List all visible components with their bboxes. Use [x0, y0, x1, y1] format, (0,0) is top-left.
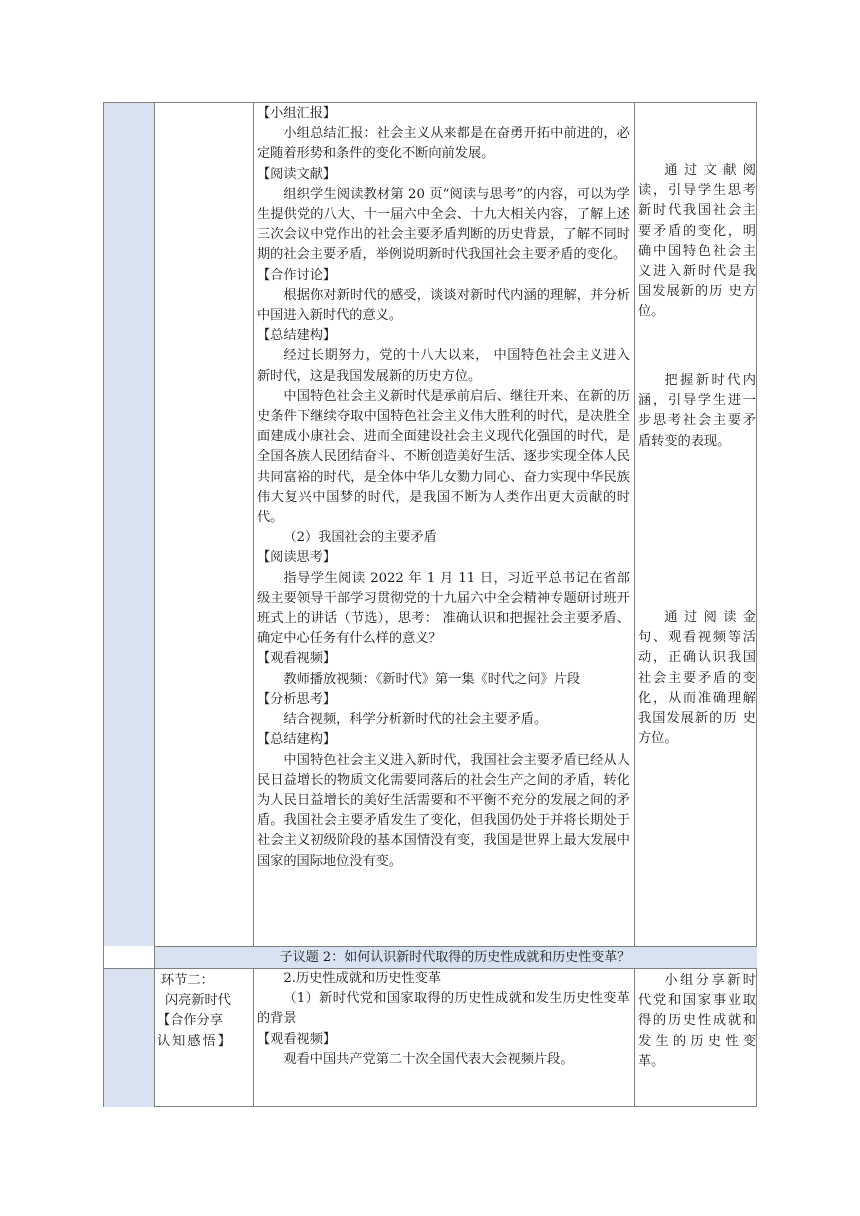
shaded-left-column-bottom: [104, 969, 154, 1107]
stage-line-1: 环节二：: [161, 973, 214, 988]
design-intent-note-3: [638, 608, 756, 749]
activity-content-2: [257, 969, 630, 1070]
design-intent-text-1: 通过文献阅读，引导学生思考新时代我国社会主要矛盾的变化，明确中国特色社会主义进入新时代是我国发展新的历 史方位。: [638, 163, 756, 320]
design-intent-note-4: [638, 971, 756, 1072]
stage-line-2: 闪亮新时代: [165, 993, 231, 1009]
paragraph: 指导学生阅读 2022 年 1 月 11 日，习近平总书记在省部级主要领导干部学习贯彻党的十九届六中全会精神专题研讨班开班式上的讲话（节选），思考： 准确认识和把握社会主要矛盾、确定中心任务有什么样的意义？: [257, 570, 630, 647]
stage-label: [157, 971, 252, 1052]
paragraph: （2）我国社会的主要矛盾: [283, 530, 437, 546]
section-heading: 【总结建构】: [257, 732, 337, 748]
design-intent-note-1: [638, 161, 756, 323]
section-heading: 【总结建构】: [257, 328, 337, 344]
paragraph: 观看中国共产党第二十次全国代表大会视频片段。: [283, 1051, 574, 1067]
column-divider-3b: [634, 968, 635, 1106]
design-intent-text-3: 通过阅读金句、观看视频等活动，正确认识我国社会主要矛盾的变化，从而准确理解我国发展新的历 史方位。: [638, 610, 756, 747]
stage-line-4: 认知感悟】: [157, 1033, 233, 1049]
section-heading: 【小组汇报】: [257, 106, 337, 121]
design-intent-text-2: 把握新时代内涵，引导学生进一步思考社会主要矛盾转变的表现。: [638, 373, 756, 449]
design-intent-text-4: 小组分享新时代党和国家事业取得的历史性成就和发生的历史性变革。: [638, 973, 756, 1069]
design-intent-note-2: [638, 371, 756, 452]
paragraph: 根据你对新时代的感受，谈谈对新时代内涵的理解，并分析中国进入新时代的意义。: [257, 287, 630, 324]
section-heading: 【观看视频】: [257, 1031, 337, 1047]
paragraph: 结合视频，科学分析新时代的社会主要矛盾。: [283, 712, 548, 728]
row-divider-1: [154, 946, 756, 947]
section-heading: 【阅读思考】: [257, 550, 337, 566]
paragraph: 组织学生阅读教材第 20 页“阅读与思考”的内容，可以为学生提供党的八大、十一届六中全会、十九大相关内容，了解上述三次会议中党作出的社会主要矛盾判断的历史背景，了解不同时期的社会主要矛盾，举例说明新时代我国社会主要矛盾的变化。: [257, 186, 630, 263]
section-heading: 【合作讨论】: [257, 267, 337, 283]
shaded-left-column-top: [104, 103, 154, 946]
lesson-plan-table: [103, 102, 757, 1107]
paragraph: 中国特色社会主义新时代是承前启后、继往开来、在新的历史条件下继续夺取中国特色社会主义伟大胜利的时代，是决胜全面建成小康社会、进而全面建设社会主义现代化强国的时代，是全国各族人民团结奋斗、不断创造美好生活、逐步实现全体人民共同富裕的时代，是全体中华儿女勠力同心、奋力实现中华民族伟大复兴中国梦的时代，是我国不断为人类作出更大贡献的时代。: [257, 388, 630, 526]
paragraph: 中国特色社会主义进入新时代，我国社会主要矛盾已经从人民日益增长的物质文化需要同落后的社会生产之间的矛盾，转化为人民日益增长的美好生活需要和不平衡不充分的发展之间的矛盾。我国社会主要矛盾发生了变化，但我国仍处于并将长期处于社会主义初级阶段的基本国情没有变，我国是世界上最大发展中国家的国际地位没有变。: [257, 752, 630, 869]
column-divider-2: [253, 103, 254, 946]
stage-line-3: 【合作分享: [157, 1013, 223, 1029]
section-heading: 【观看视频】: [257, 651, 337, 667]
paragraph: 教师播放视频：《新时代》第一集《时代之问》片段: [283, 671, 581, 687]
section-heading: 【阅读文献】: [257, 166, 337, 182]
paragraph: （1）新时代党和国家取得的历史性成就和发生历史性变革的背景: [257, 991, 630, 1027]
section-heading: 【分析思考】: [257, 691, 337, 707]
column-divider-2b: [253, 968, 254, 1106]
column-divider-3: [634, 103, 635, 946]
paragraph: 小组总结汇报：社会主义从来都是在奋勇开拓中前进的，必定随着形势和条件的变化不断向前发展。: [257, 126, 630, 162]
paragraph: 经过长期努力，党的十八大以来， 中国特色社会主义进入新时代，这是我国发展新的历史方位。: [257, 348, 630, 384]
subtopic-heading: 子议题 2：如何认识新时代取得的历史性成就和历史性变革？: [279, 950, 631, 965]
paragraph: 2.历史性成就和历史性变革: [283, 971, 442, 986]
activity-content: [257, 104, 630, 872]
